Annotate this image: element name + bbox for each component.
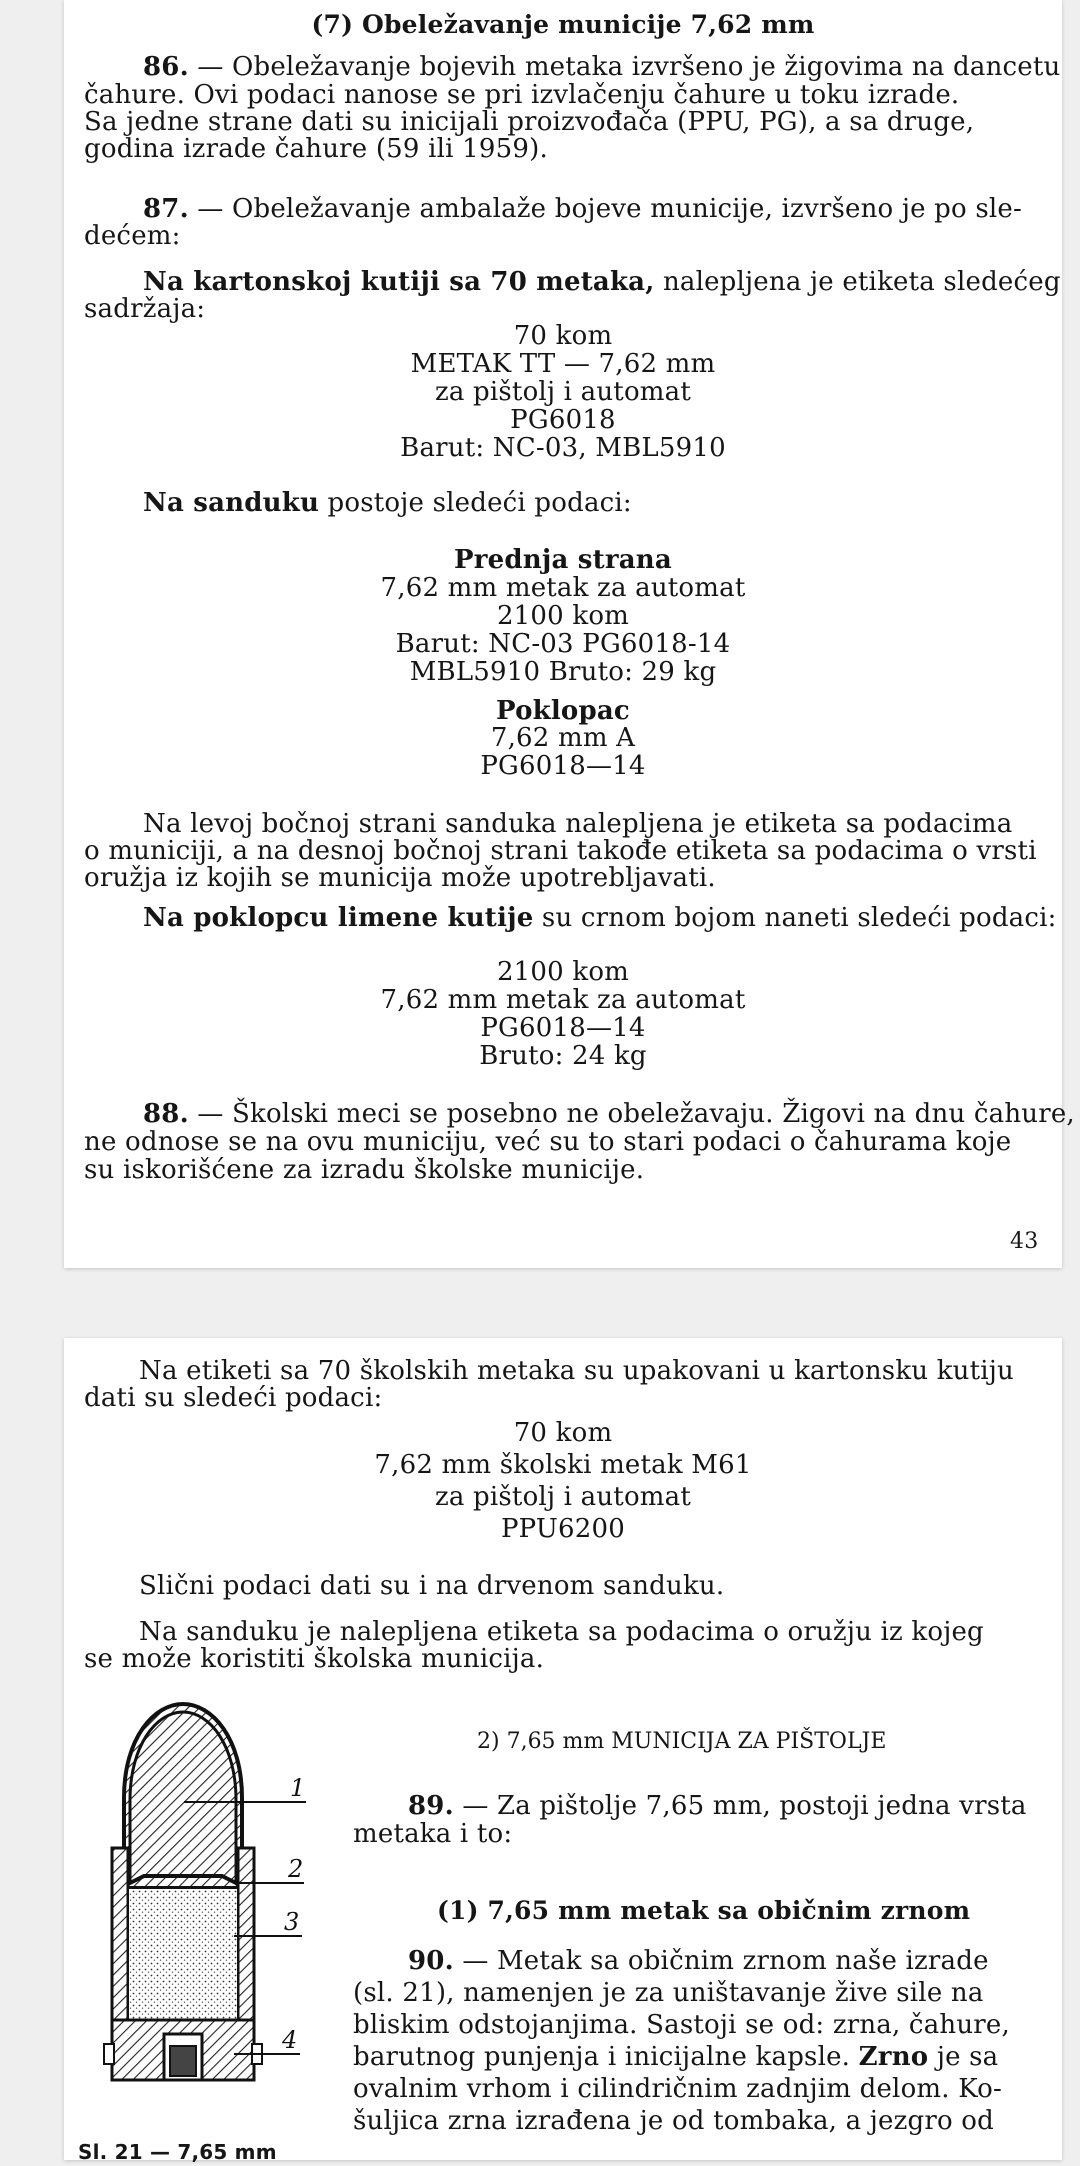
paragraph-86-line-3: Sa jedne strane dati su inicijali proizvođača (PPU, PG), a sa druge,	[84, 107, 975, 137]
paragraph-89-line-1: 89. — Za pištolje 7,65 mm, postoji jedna vrsta	[408, 1791, 1027, 1821]
front-side-line: 7,62 mm metak za automat	[380, 573, 746, 603]
school-label-line: za pištolj i automat	[434, 1482, 692, 1512]
intro-line-1: Na etiketi sa 70 školskih metaka su upakovani u kartonsku kutiju	[139, 1356, 1014, 1386]
primer	[170, 2046, 196, 2076]
paragraph-86-line-4: godina izrade čahure (59 ili 1959).	[84, 134, 548, 164]
box-label-line: METAK TT — 7,62 mm	[410, 349, 716, 379]
paragraph-86-line-1: 86. — Obeležavanje bojevih metaka izvršeno je žigovima na dancetu	[143, 52, 1061, 82]
subheading-765-bullet: (1) 7,65 mm metak sa običnim zrnom	[437, 1896, 971, 1925]
figure-label-4: 4	[282, 2026, 298, 2054]
front-side-line: MBL5910 Bruto: 29 kg	[409, 657, 717, 687]
paragraph-90-line-3: bliskim odstojanjima. Sastoji se od: zrna, čahure,	[353, 2010, 1010, 2040]
lid-line: PG6018—14	[480, 751, 646, 781]
document-page-44	[64, 1338, 1062, 2164]
crate-line-1: Na sanduku je nalepljena etiketa sa podacima o oružju iz kojeg	[139, 1617, 984, 1647]
similar-data-line: Slični podaci dati su i na drvenom sanduku.	[139, 1571, 725, 1601]
crate-paragraph: Na sanduku postoje sledeći podaci:	[143, 488, 632, 518]
section-title-765: 2) 7,65 mm MUNICIJA ZA PIŠTOLJE	[477, 1729, 887, 1754]
paragraph-88-line-2: ne odnose se na ovu municiju, već su to stari podaci o čahurama koje	[84, 1127, 1012, 1157]
paragraph-87-line-2: dećem:	[84, 221, 181, 251]
carton-box-paragraph-line-2: sadržaja:	[84, 294, 206, 324]
school-label-line: 70 kom	[513, 1418, 613, 1448]
paragraph-89-line-2: metaka i to:	[353, 1819, 513, 1849]
paragraph-90-line-6: šuljica zrna izrađena je od tombaka, a jezgro od	[353, 2106, 994, 2136]
tin-label-line: PG6018—14	[480, 1013, 646, 1043]
box-label-line: PG6018	[510, 405, 616, 435]
side-paragraph-line-2: o municiji, a na desnoj bočnoj strani takođe etiketa sa podacima o vrsti	[84, 836, 1037, 866]
bullet-outline	[124, 1704, 242, 1888]
intro-line-2: dati su sledeći podaci:	[84, 1383, 383, 1413]
side-paragraph-line-1: Na levoj bočnoj strani sanduka nalepljena je etiketa sa podacima	[143, 809, 1013, 839]
page-number: 43	[1010, 1229, 1039, 1254]
figure-caption: Sl. 21 — 7,65 mm	[78, 2140, 277, 2164]
paragraph-90-line-1: 90. — Metak sa običnim zrnom naše izrade	[408, 1946, 989, 1976]
section-heading: (7) Obeležavanje municije 7,62 mm	[311, 10, 815, 39]
box-label-line: za pištolj i automat	[434, 377, 692, 407]
box-label-line: Barut: NC-03, MBL5910	[400, 433, 726, 463]
carton-box-paragraph-line-1: Na kartonskoj kutiji sa 70 metaka, nalepljena je etiketa sledećeg	[143, 267, 1061, 297]
document-page-43	[64, 0, 1075, 1268]
front-side-line: Barut: NC-03 PG6018-14	[395, 629, 731, 659]
box-label-line: 70 kom	[513, 321, 613, 351]
school-label-line: 7,62 mm školski metak M61	[374, 1450, 752, 1480]
lid-title: Poklopac	[496, 696, 630, 726]
tin-label-line: 2100 kom	[496, 957, 630, 987]
paragraph-87-line-1: 87. — Obeležavanje ambalaže bojeve municije, izvršeno je po sle-	[143, 194, 1022, 224]
extractor-groove	[104, 2044, 114, 2064]
paragraph-88-line-1: 88. — Školski meci se posebno ne obeležavaju. Žigovi na dnu čahure,	[143, 1099, 1075, 1129]
side-paragraph-line-3: oružja iz kojih se municija može upotrebljavati.	[84, 863, 716, 893]
cartridge-cross-section-figure	[84, 1698, 334, 2158]
crate-line-2: se može koristiti školska municija.	[84, 1644, 545, 1674]
tin-box-paragraph: Na poklopcu limene kutije su crnom bojom naneti sledeći podaci:	[143, 903, 1057, 933]
figure-label-3: 3	[284, 1908, 300, 1936]
paragraph-88-line-3: su iskorišćene za izradu školske municije.	[84, 1155, 645, 1185]
paragraph-86-line-2: čahure. Ovi podaci nanose se pri izvlačenju čahure u toku izrade.	[84, 80, 960, 110]
figure-label-1: 1	[290, 1774, 306, 1802]
school-label-line: PPU6200	[500, 1514, 625, 1544]
tin-label-line: 7,62 mm metak za automat	[380, 985, 746, 1015]
front-side-line: 2100 kom	[496, 601, 630, 631]
front-side-title: Prednja strana	[454, 545, 672, 575]
paragraph-90-line-5: ovalnim vrhom i cilindričnim zadnjim delom. Ko-	[353, 2074, 1002, 2104]
powder-charge	[128, 1888, 238, 2020]
tin-label-line: Bruto: 24 kg	[479, 1041, 647, 1071]
lid-line: 7,62 mm A	[490, 723, 636, 753]
paragraph-90-line-2: (sl. 21), namenjen je za uništavanje žive sile na	[353, 1978, 984, 2008]
figure-label-2: 2	[288, 1855, 304, 1883]
paragraph-90-line-4: barutnog punjenja i inicijalne kapsle. Zrno je sa	[353, 2042, 999, 2072]
